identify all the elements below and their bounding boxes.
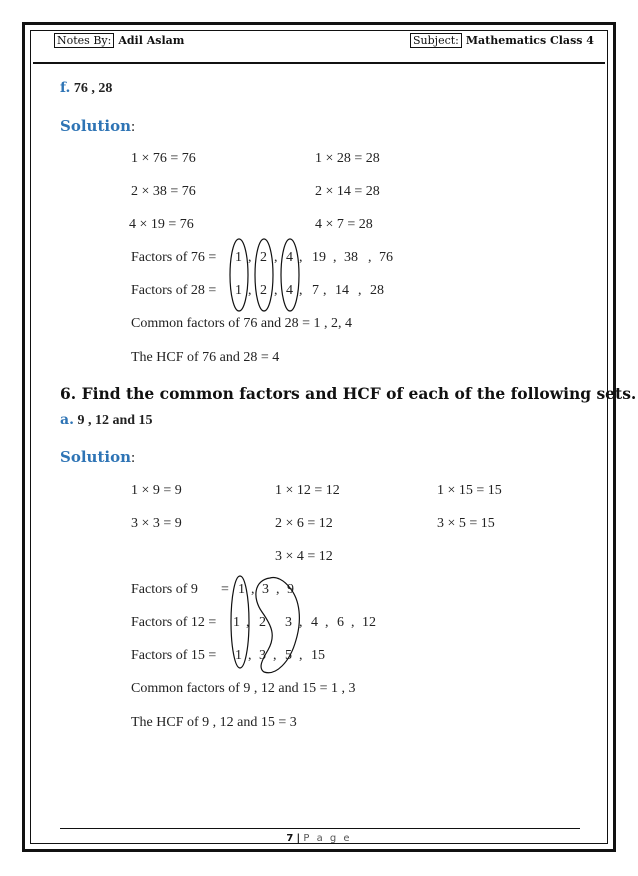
curve-factor-3-a (256, 577, 299, 672)
factor-15-item: 3 (259, 648, 266, 663)
factor-12-item: 2 (259, 615, 266, 630)
product-28-2: 2 × 14 = 28 (315, 184, 380, 199)
question-6-title: 6. Find the common factors and HCF of each of the following sets. (60, 384, 637, 403)
factor-12-item: 12 (362, 615, 376, 630)
product-9-1: 1 × 9 = 9 (131, 483, 182, 498)
factor-9-item: 9 (287, 582, 294, 597)
part-f-numbers: 76 , 28 (73, 81, 113, 96)
hcf-f: The HCF of 76 and 28 = 4 (131, 350, 280, 365)
solution-label: Solution (60, 448, 131, 466)
circle-factor-1-a (231, 576, 249, 668)
comma: , (248, 283, 252, 298)
factor-76-item: 76 (379, 250, 393, 265)
comma: , (299, 283, 303, 298)
common-factors-a: Common factors of 9 , 12 and 15 = 1 , 3 (131, 681, 356, 696)
part-f-letter: f. (60, 80, 71, 96)
factor-15-item: 15 (311, 648, 325, 663)
factor-76-item: 38 (344, 250, 358, 265)
factor-28-item: 14 (335, 283, 349, 298)
common-factors-f: Common factors of 76 and 28 = 1 , 2, 4 (131, 316, 352, 331)
comma: , (274, 250, 278, 265)
factors-12-label: Factors of 12 = (131, 615, 217, 630)
comma: , (368, 250, 372, 265)
part-a-letter: a. (60, 412, 74, 428)
factor-28-item: 1 (235, 283, 242, 298)
factors-9-equals: = (221, 582, 229, 597)
comma: , (299, 648, 303, 663)
factor-9-item: 3 (262, 582, 269, 597)
product-15-1: 1 × 15 = 15 (437, 483, 502, 498)
product-76-1: 1 × 76 = 76 (131, 151, 196, 166)
comma: , (246, 615, 250, 630)
factors-76-label: Factors of 76 = (131, 250, 217, 265)
part-a-numbers: 9 , 12 and 15 (77, 413, 153, 428)
factor-76-item: 2 (260, 250, 267, 265)
comma: , (248, 250, 252, 265)
comma: , (325, 615, 329, 630)
factor-28-item: 2 (260, 283, 267, 298)
factor-12-item: 3 (285, 615, 292, 630)
comma: , (323, 283, 327, 298)
comma: , (248, 648, 252, 663)
circle-factor-1-f (230, 239, 248, 311)
circle-factor-4-f (281, 239, 299, 311)
product-12-2: 2 × 6 = 12 (275, 516, 333, 531)
product-28-3: 4 × 7 = 28 (315, 217, 373, 232)
notes-by-label: Notes By: (54, 33, 114, 48)
comma: , (299, 250, 303, 265)
page-word: P a g e (303, 833, 352, 844)
comma: , (358, 283, 362, 298)
solution-colon: : (130, 450, 136, 466)
factors-15-label: Factors of 15 = (131, 648, 217, 663)
solution-colon: : (130, 119, 136, 135)
factor-12-item: 4 (311, 615, 318, 630)
factor-76-item: 19 (312, 250, 326, 265)
factor-28-item: 7 (312, 283, 319, 298)
footer-rule (60, 828, 580, 829)
footer (0, 833, 638, 844)
comma: , (333, 250, 337, 265)
subject-label: Subject: (410, 33, 462, 48)
factor-28-item: 4 (286, 283, 293, 298)
product-76-2: 2 × 38 = 76 (131, 184, 196, 199)
comma: , (299, 615, 303, 630)
footer-separator: | (296, 833, 301, 844)
comma: , (251, 582, 255, 597)
factor-15-item: 5 (285, 648, 292, 663)
factor-12-item: 6 (337, 615, 344, 630)
product-28-1: 1 × 28 = 28 (315, 151, 380, 166)
factor-15-item: 1 (235, 648, 242, 663)
product-12-3: 3 × 4 = 12 (275, 549, 333, 564)
comma: , (273, 648, 277, 663)
factor-9-item: 1 (238, 582, 245, 597)
factors-28-label: Factors of 28 = (131, 283, 217, 298)
author-name: Adil Aslam (118, 34, 185, 47)
factors-9-label: Factors of 9 (131, 582, 198, 597)
comma: , (351, 615, 355, 630)
product-15-2: 3 × 5 = 15 (437, 516, 495, 531)
factor-12-item: 1 (233, 615, 240, 630)
solution-label: Solution (60, 117, 131, 135)
comma: , (274, 283, 278, 298)
comma: , (276, 582, 280, 597)
hcf-a: The HCF of 9 , 12 and 15 = 3 (131, 715, 297, 730)
product-12-1: 1 × 12 = 12 (275, 483, 340, 498)
page-number: 7 (286, 833, 294, 844)
circle-factor-2-f (255, 239, 273, 311)
factor-76-item: 1 (235, 250, 242, 265)
product-76-3: 4 × 19 = 76 (129, 217, 194, 232)
subject-name: Mathematics Class 4 (465, 34, 594, 47)
factor-28-item: 28 (370, 283, 384, 298)
product-9-2: 3 × 3 = 9 (131, 516, 182, 531)
factor-76-item: 4 (286, 250, 293, 265)
